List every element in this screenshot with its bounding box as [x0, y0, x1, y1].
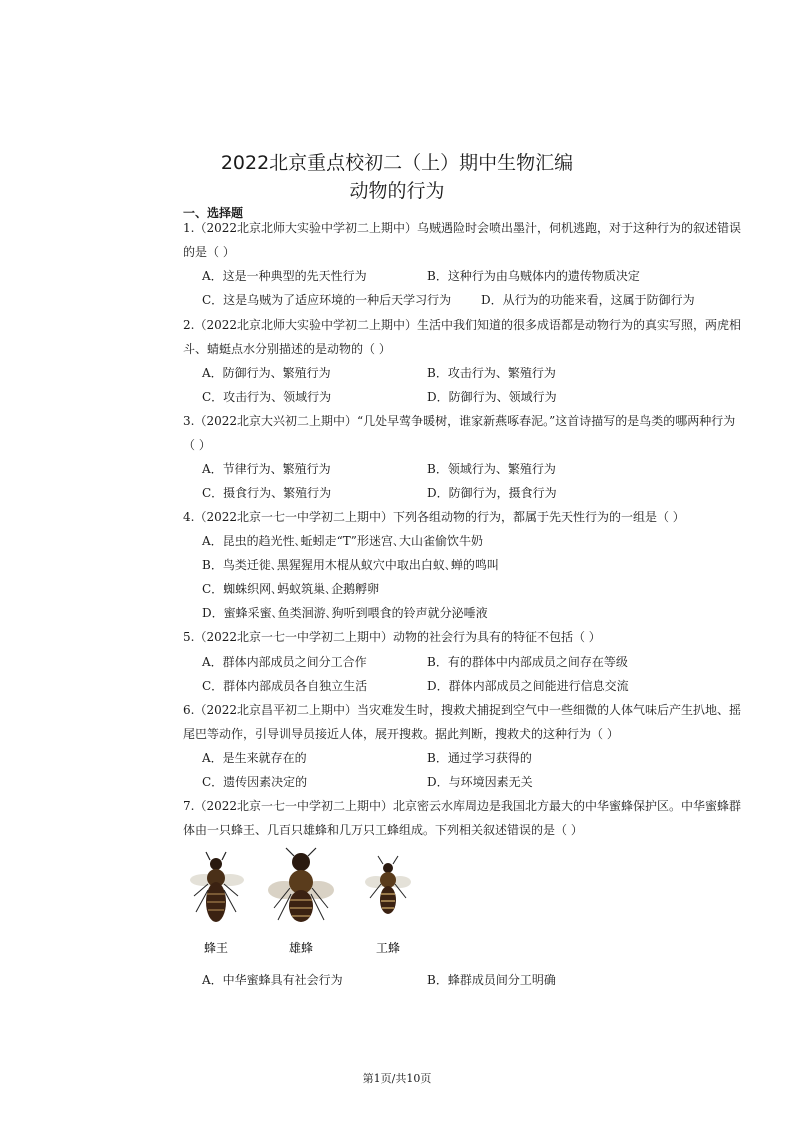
option-c: C．攻击行为、领域行为	[202, 390, 332, 404]
option-c: C．摄食行为、繁殖行为	[202, 486, 332, 500]
document-title: 2022北京重点校初二（上）期中生物汇编	[220, 152, 574, 174]
question-3-stem	[183, 409, 755, 457]
question-2-stem	[183, 313, 755, 361]
option-d: D．与环境因素无关	[427, 775, 533, 789]
stem-line: 3.（2022北京大兴初二上期中）“几处早莺争暖树，谁家新燕啄春泥。”这首诗描写的是鸟类的哪两种行为	[183, 414, 736, 428]
option-c: C．这是乌贼为了适应环境的一种后天学习行为	[202, 293, 452, 307]
option-d: D．防御行为，摄食行为	[427, 486, 557, 500]
option-a: A．昆虫的趋光性､蚯蚓走“T”形迷宫､大山雀偷饮牛奶	[202, 534, 483, 548]
bee-figure	[186, 846, 420, 960]
option-a: A．群体内部成员之间分工合作	[202, 655, 367, 669]
stem-line: 5.（2022北京一七一中学初二上期中）动物的社会行为具有的特征不包括（ ）	[183, 630, 601, 644]
stem-line: 体由一只蜂王、几百只雄蜂和几万只工蜂组成。下列相关叙述错误的是（ ）	[183, 823, 583, 837]
option-d: D．从行为的功能来看，这属于防御行为	[481, 293, 695, 307]
drone-bee-label: 雄蜂	[288, 941, 314, 955]
question-4-stem	[183, 505, 755, 529]
option-b: B．蜂群成员间分工明确	[427, 973, 556, 987]
stem-line: 的是（ ）	[183, 245, 235, 259]
option-d: D．群体内部成员之间能进行信息交流	[427, 679, 629, 693]
stem-line: （ ）	[183, 438, 211, 452]
stem-line: 尾巴等动作，引导训导员接近人体，展开搜救。据此判断，搜救犬的这种行为（ ）	[183, 727, 619, 741]
option-b: B．攻击行为、繁殖行为	[427, 366, 556, 380]
question-6-stem	[183, 698, 755, 746]
section-heading: 一、选择题	[183, 206, 244, 220]
option-b: B．鸟类迁徙､黑猩猩用木棍从蚁穴中取出白蚁､蝉的鸣叫	[202, 558, 499, 572]
queen-bee-image	[190, 852, 244, 922]
question-1-stem	[183, 216, 755, 264]
option-d: D．防御行为、领域行为	[427, 390, 557, 404]
option-a: A．防御行为、繁殖行为	[202, 366, 331, 380]
stem-line: 6.（2022北京昌平初二上期中）当灾难发生时，搜救犬捕捉到空气中一些细微的人体气味后产生扒地、摇	[183, 703, 741, 717]
option-a: A．中华蜜蜂具有社会行为	[202, 973, 343, 987]
option-a: A．这是一种典型的先天性行为	[202, 269, 367, 283]
option-d: D．蜜蜂采蜜､鱼类洄游､狗听到喂食的铃声就分泌唾液	[202, 606, 488, 620]
stem-line: 7.（2022北京一七一中学初二上期中）北京密云水库周边是我国北方最大的中华蜜蜂保护区。中华蜜蜂群	[183, 799, 741, 813]
page-number: 第1页/共10页	[362, 1072, 432, 1085]
worker-bee-label: 工蜂	[375, 941, 401, 955]
option-b: B．有的群体中内部成员之间存在等级	[427, 655, 628, 669]
worker-bee-image	[365, 856, 411, 914]
stem-line: 斗、蜻蜓点水分别描述的是动物的（ ）	[183, 342, 391, 356]
stem-line: 2.（2022北京北师大实验中学初二上期中）生活中我们知道的很多成语都是动物行为的真实写照，两虎相	[183, 318, 741, 332]
option-a: A．是生来就存在的	[202, 751, 307, 765]
option-c: C．群体内部成员各自独立生活	[202, 679, 368, 693]
question-5-stem	[183, 625, 755, 649]
option-b: B．领域行为、繁殖行为	[427, 462, 556, 476]
stem-line: 4.（2022北京一七一中学初二上期中）下列各组动物的行为，都属于先天性行为的一组是（ ）	[183, 510, 685, 524]
option-c: C．蜘蛛织网､蚂蚁筑巢､企鹅孵卵	[202, 582, 380, 596]
drone-bee-image	[268, 848, 334, 922]
option-b: B．通过学习获得的	[427, 751, 532, 765]
option-b: B．这种行为由乌贼体内的遗传物质决定	[427, 269, 640, 283]
question-7-stem	[183, 794, 755, 842]
option-a: A．节律行为、繁殖行为	[202, 462, 331, 476]
option-c: C．遗传因素决定的	[202, 775, 308, 789]
document-subtitle: 动物的行为	[349, 180, 445, 202]
queen-bee-label: 蜂王	[203, 941, 229, 955]
stem-line: 1.（2022北京北师大实验中学初二上期中）乌贼遇险时会喷出墨汁，伺机逃跑，对于这种行为的叙述错误	[183, 221, 741, 235]
